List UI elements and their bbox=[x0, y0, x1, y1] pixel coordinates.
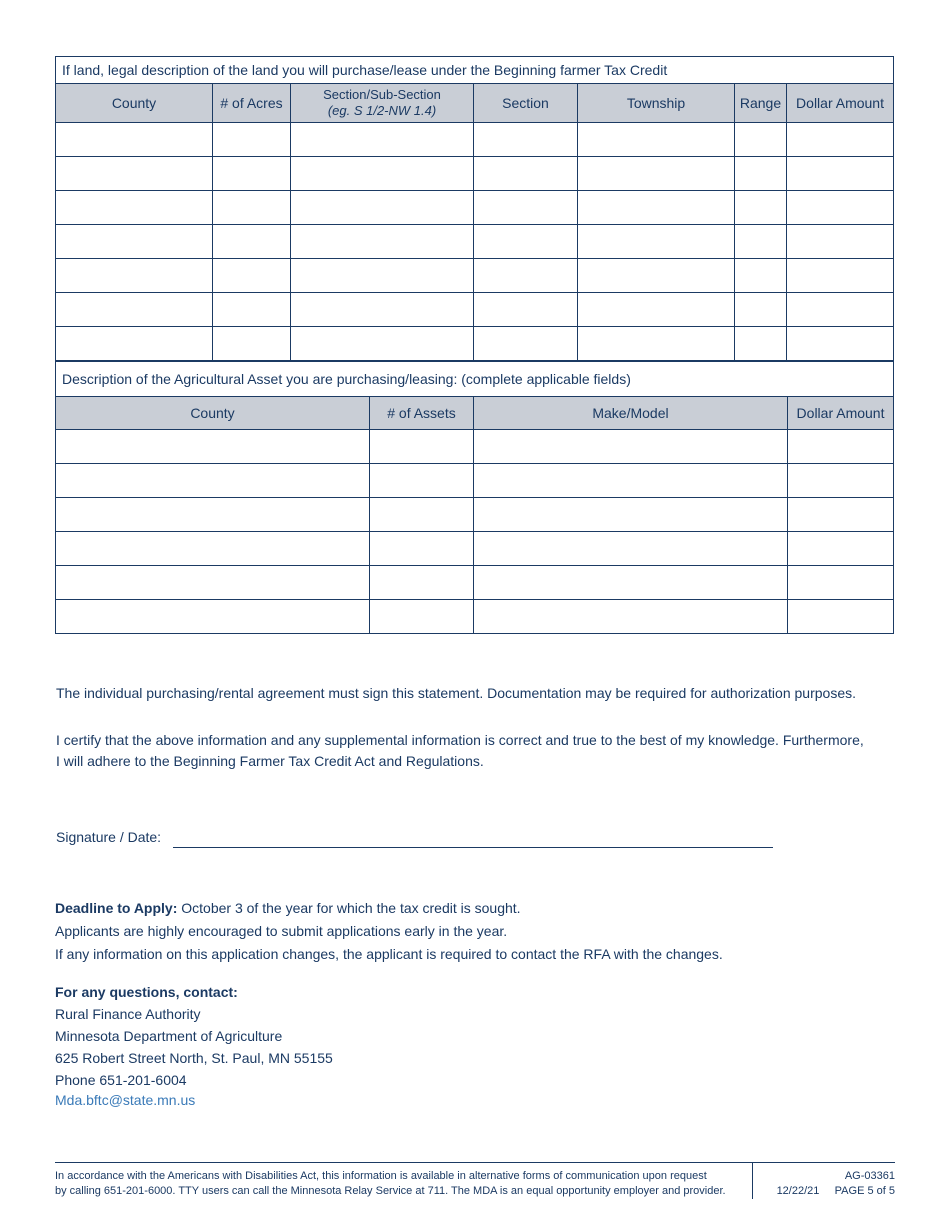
land-row bbox=[56, 191, 894, 225]
land-table-caption: If land, legal description of the land you will purchase/lease under the Beginning farmer Tax Credit bbox=[56, 57, 894, 84]
land-cell-input[interactable] bbox=[291, 123, 473, 156]
land-cell[interactable] bbox=[787, 259, 894, 293]
asset-cell[interactable] bbox=[788, 498, 894, 532]
land-cell-input[interactable] bbox=[56, 293, 212, 326]
land-cell-input[interactable] bbox=[291, 259, 473, 292]
asset-cell[interactable] bbox=[370, 600, 474, 634]
land-cell[interactable] bbox=[291, 259, 474, 293]
land-cell-input[interactable] bbox=[787, 225, 893, 258]
header-acres: # of Acres bbox=[213, 84, 291, 123]
header-asset-dollar: Dollar Amount bbox=[788, 397, 894, 430]
asset-cell[interactable] bbox=[370, 566, 474, 600]
land-cell[interactable] bbox=[474, 157, 578, 191]
asset-row bbox=[56, 600, 894, 634]
asset-cell[interactable] bbox=[56, 532, 370, 566]
deadline-text: October 3 of the year for which the tax credit is sought. bbox=[177, 900, 521, 916]
asset-cell-input[interactable] bbox=[474, 532, 787, 565]
land-cell-input[interactable] bbox=[474, 293, 577, 326]
asset-cell[interactable] bbox=[474, 430, 788, 464]
land-cell-input[interactable] bbox=[578, 225, 734, 258]
land-cell[interactable] bbox=[291, 157, 474, 191]
asset-cell[interactable] bbox=[56, 430, 370, 464]
page-footer bbox=[55, 1162, 895, 1197]
land-cell[interactable] bbox=[578, 293, 735, 327]
land-cell[interactable] bbox=[735, 259, 787, 293]
land-cell-input[interactable] bbox=[291, 225, 473, 258]
land-cell-input[interactable] bbox=[578, 157, 734, 190]
asset-cell[interactable] bbox=[56, 566, 370, 600]
land-cell-input[interactable] bbox=[735, 123, 786, 156]
land-row bbox=[56, 123, 894, 157]
asset-cell-input[interactable] bbox=[56, 464, 369, 497]
contact-address: 625 Robert Street North, St. Paul, MN 55155 bbox=[55, 1050, 333, 1066]
land-cell[interactable] bbox=[787, 123, 894, 157]
land-cell[interactable] bbox=[474, 225, 578, 259]
land-cell-input[interactable] bbox=[787, 123, 893, 156]
asset-cell-input[interactable] bbox=[788, 464, 893, 497]
land-cell[interactable] bbox=[213, 225, 291, 259]
asset-cell[interactable] bbox=[474, 566, 788, 600]
form-info bbox=[777, 1169, 895, 1199]
land-cell[interactable] bbox=[291, 327, 474, 361]
land-cell[interactable] bbox=[291, 123, 474, 157]
land-cell[interactable] bbox=[56, 259, 213, 293]
land-cell[interactable] bbox=[735, 157, 787, 191]
land-cell[interactable] bbox=[578, 157, 735, 191]
asset-cell[interactable] bbox=[56, 464, 370, 498]
land-cell-input[interactable] bbox=[56, 157, 212, 190]
certify-text bbox=[56, 730, 864, 772]
land-cell-input[interactable] bbox=[474, 191, 577, 224]
asset-cell[interactable] bbox=[788, 430, 894, 464]
land-cell-input[interactable] bbox=[787, 157, 893, 190]
land-cell-input[interactable] bbox=[474, 157, 577, 190]
asset-cell-input[interactable] bbox=[370, 532, 473, 565]
land-cell[interactable] bbox=[291, 191, 474, 225]
asset-cell-input[interactable] bbox=[56, 532, 369, 565]
land-cell-input[interactable] bbox=[291, 293, 473, 326]
asset-row bbox=[56, 464, 894, 498]
asset-cell-input[interactable] bbox=[474, 498, 787, 531]
land-cell-input[interactable] bbox=[213, 191, 290, 224]
land-cell-input[interactable] bbox=[56, 123, 212, 156]
contact-dept: Minnesota Department of Agriculture bbox=[55, 1028, 283, 1044]
land-cell[interactable] bbox=[735, 123, 787, 157]
land-cell-input[interactable] bbox=[291, 327, 473, 360]
header-subsection bbox=[291, 84, 474, 123]
asset-cell[interactable] bbox=[788, 600, 894, 634]
asset-cell-input[interactable] bbox=[788, 430, 893, 463]
land-cell-input[interactable] bbox=[787, 293, 893, 326]
land-cell[interactable] bbox=[787, 157, 894, 191]
certify-line-1: I certify that the above information and any supplemental information is correct and true to the best of my knowledge. Furthermore, bbox=[56, 732, 864, 748]
asset-row bbox=[56, 430, 894, 464]
asset-cell-input[interactable] bbox=[788, 498, 893, 531]
land-cell[interactable] bbox=[787, 191, 894, 225]
land-cell[interactable] bbox=[213, 157, 291, 191]
asset-cell-input[interactable] bbox=[788, 566, 893, 599]
land-cell[interactable] bbox=[474, 259, 578, 293]
asset-cell-input[interactable] bbox=[474, 566, 787, 599]
statement-text: The individual purchasing/rental agreement must sign this statement. Documentation may be required for authorization purposes. bbox=[56, 685, 856, 701]
signature-date-line[interactable] bbox=[173, 847, 773, 848]
deadline-line-3: If any information on this application changes, the applicant is required to contact the RFA with the changes. bbox=[55, 946, 723, 962]
contact-block bbox=[55, 981, 333, 1109]
asset-cell[interactable] bbox=[370, 464, 474, 498]
certify-line-2: I will adhere to the Beginning Farmer Tax Credit Act and Regulations. bbox=[56, 753, 484, 769]
signature-label: Signature / Date: bbox=[56, 829, 162, 845]
asset-cell[interactable] bbox=[788, 566, 894, 600]
land-cell-input[interactable] bbox=[56, 327, 212, 360]
land-cell[interactable] bbox=[213, 191, 291, 225]
land-cell-input[interactable] bbox=[213, 327, 290, 360]
land-cell-input[interactable] bbox=[735, 157, 786, 190]
land-cell[interactable] bbox=[735, 191, 787, 225]
form-id: AG-03361 bbox=[844, 1170, 895, 1182]
asset-cell-input[interactable] bbox=[370, 498, 473, 531]
land-cell-input[interactable] bbox=[735, 191, 786, 224]
asset-cell[interactable] bbox=[474, 532, 788, 566]
land-cell[interactable] bbox=[787, 327, 894, 361]
asset-cell-input[interactable] bbox=[370, 566, 473, 599]
land-cell-input[interactable] bbox=[213, 225, 290, 258]
land-cell-input[interactable] bbox=[578, 293, 734, 326]
header-make-model: Make/Model bbox=[474, 397, 788, 430]
agricultural-asset-table bbox=[55, 361, 894, 634]
ada-notice-line-1: In accordance with the Americans with Disabilities Act, this information is available in alternative forms of communication upon request bbox=[55, 1170, 707, 1182]
land-cell-input[interactable] bbox=[787, 191, 893, 224]
land-cell[interactable] bbox=[578, 225, 735, 259]
asset-cell-input[interactable] bbox=[56, 498, 369, 531]
asset-row bbox=[56, 566, 894, 600]
ada-notice bbox=[55, 1169, 745, 1199]
asset-cell-input[interactable] bbox=[788, 532, 893, 565]
land-cell[interactable] bbox=[56, 327, 213, 361]
land-cell-input[interactable] bbox=[213, 259, 290, 292]
land-cell-input[interactable] bbox=[578, 123, 734, 156]
land-cell[interactable] bbox=[578, 327, 735, 361]
asset-cell-input[interactable] bbox=[474, 600, 787, 633]
asset-cell[interactable] bbox=[56, 600, 370, 634]
land-row bbox=[56, 293, 894, 327]
asset-cell-input[interactable] bbox=[56, 430, 369, 463]
asset-cell-input[interactable] bbox=[370, 430, 473, 463]
deadline-line-2: Applicants are highly encouraged to submit applications early in the year. bbox=[55, 923, 508, 939]
land-cell-input[interactable] bbox=[56, 259, 212, 292]
land-cell[interactable] bbox=[578, 259, 735, 293]
footer-divider bbox=[752, 1163, 753, 1199]
land-cell-input[interactable] bbox=[291, 191, 473, 224]
land-description-table bbox=[55, 56, 894, 361]
land-row bbox=[56, 327, 894, 361]
contact-phone: Phone 651-201-6004 bbox=[55, 1072, 187, 1088]
header-dollar-amount: Dollar Amount bbox=[787, 84, 894, 123]
land-cell[interactable] bbox=[213, 293, 291, 327]
land-cell[interactable] bbox=[291, 225, 474, 259]
land-cell-input[interactable] bbox=[787, 327, 893, 360]
land-cell[interactable] bbox=[735, 327, 787, 361]
asset-cell-input[interactable] bbox=[56, 566, 369, 599]
asset-cell[interactable] bbox=[370, 430, 474, 464]
land-cell[interactable] bbox=[213, 259, 291, 293]
contact-email-link[interactable]: Mda.bftc@state.mn.us bbox=[55, 1092, 196, 1108]
asset-cell-input[interactable] bbox=[56, 600, 369, 633]
asset-table-caption: Description of the Agricultural Asset you are purchasing/leasing: (complete applicable fields) bbox=[56, 362, 894, 397]
land-cell[interactable] bbox=[787, 225, 894, 259]
deadline-block bbox=[55, 897, 723, 965]
header-asset-count: # of Assets bbox=[370, 397, 474, 430]
land-cell[interactable] bbox=[578, 123, 735, 157]
land-cell[interactable] bbox=[474, 293, 578, 327]
land-cell[interactable] bbox=[474, 327, 578, 361]
asset-cell-input[interactable] bbox=[788, 600, 893, 633]
land-cell-input[interactable] bbox=[735, 293, 786, 326]
contact-heading: For any questions, contact: bbox=[55, 984, 238, 1000]
land-cell-input[interactable] bbox=[291, 157, 473, 190]
land-cell-input[interactable] bbox=[578, 259, 734, 292]
land-cell-input[interactable] bbox=[578, 327, 734, 360]
land-row bbox=[56, 157, 894, 191]
contact-org: Rural Finance Authority bbox=[55, 1006, 201, 1022]
header-subsection-example: (eg. S 1/2-NW 1.4) bbox=[327, 103, 437, 118]
deadline-label: Deadline to Apply: bbox=[55, 900, 178, 916]
land-cell[interactable] bbox=[56, 225, 213, 259]
land-cell-input[interactable] bbox=[213, 293, 290, 326]
land-cell-input[interactable] bbox=[735, 327, 786, 360]
land-cell-input[interactable] bbox=[787, 259, 893, 292]
asset-cell-input[interactable] bbox=[370, 600, 473, 633]
land-cell[interactable] bbox=[56, 157, 213, 191]
land-cell-input[interactable] bbox=[474, 259, 577, 292]
asset-cell[interactable] bbox=[788, 464, 894, 498]
land-cell-input[interactable] bbox=[735, 225, 786, 258]
land-cell-input[interactable] bbox=[578, 191, 734, 224]
land-cell-input[interactable] bbox=[213, 157, 290, 190]
header-county: County bbox=[56, 84, 213, 123]
asset-row bbox=[56, 498, 894, 532]
header-asset-county: County bbox=[56, 397, 370, 430]
land-cell[interactable] bbox=[578, 191, 735, 225]
land-cell[interactable] bbox=[56, 123, 213, 157]
ada-notice-line-2: by calling 651-201-6000. TTY users can call the Minnesota Relay Service at 711. The MDA is an equal opportunity employer and provider. bbox=[55, 1185, 726, 1197]
land-cell[interactable] bbox=[213, 123, 291, 157]
asset-cell[interactable] bbox=[474, 600, 788, 634]
land-cell[interactable] bbox=[474, 191, 578, 225]
land-row bbox=[56, 259, 894, 293]
deadline-line bbox=[55, 897, 723, 919]
land-cell[interactable] bbox=[291, 293, 474, 327]
asset-cell-input[interactable] bbox=[474, 430, 787, 463]
land-cell-input[interactable] bbox=[56, 191, 212, 224]
asset-cell[interactable] bbox=[788, 532, 894, 566]
land-cell-input[interactable] bbox=[474, 225, 577, 258]
land-cell[interactable] bbox=[56, 191, 213, 225]
land-cell-input[interactable] bbox=[56, 225, 212, 258]
land-cell-input[interactable] bbox=[213, 123, 290, 156]
land-cell[interactable] bbox=[213, 327, 291, 361]
asset-cell[interactable] bbox=[370, 532, 474, 566]
land-cell-input[interactable] bbox=[474, 327, 577, 360]
asset-cell[interactable] bbox=[474, 498, 788, 532]
header-township: Township bbox=[578, 84, 735, 123]
land-cell[interactable] bbox=[787, 293, 894, 327]
form-date-page: 12/22/21 PAGE 5 of 5 bbox=[776, 1185, 895, 1197]
asset-cell[interactable] bbox=[56, 498, 370, 532]
asset-cell-input[interactable] bbox=[370, 464, 473, 497]
land-cell[interactable] bbox=[474, 123, 578, 157]
land-row bbox=[56, 225, 894, 259]
land-cell-input[interactable] bbox=[735, 259, 786, 292]
header-section: Section bbox=[474, 84, 578, 123]
asset-cell-input[interactable] bbox=[474, 464, 787, 497]
header-range: Range bbox=[735, 84, 787, 123]
land-cell[interactable] bbox=[735, 225, 787, 259]
land-cell-input[interactable] bbox=[474, 123, 577, 156]
asset-cell[interactable] bbox=[474, 464, 788, 498]
land-cell[interactable] bbox=[735, 293, 787, 327]
asset-row bbox=[56, 532, 894, 566]
land-cell[interactable] bbox=[56, 293, 213, 327]
header-subsection-label: Section/Sub-Section bbox=[323, 87, 441, 102]
asset-cell[interactable] bbox=[370, 498, 474, 532]
